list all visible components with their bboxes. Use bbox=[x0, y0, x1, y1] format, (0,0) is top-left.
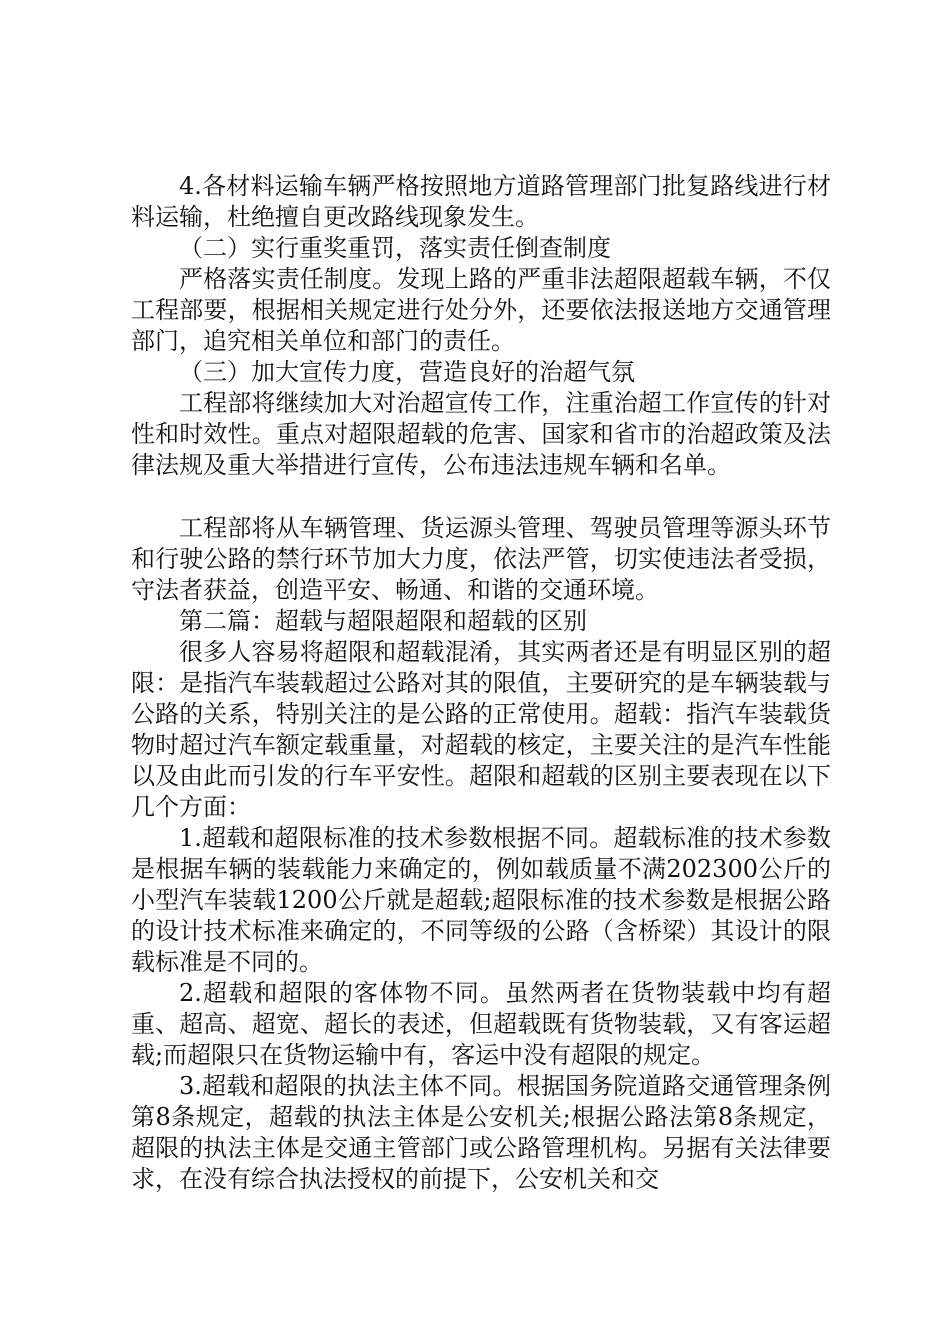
document-body bbox=[131, 171, 831, 1195]
paragraph-point-1: 1.超载和超限标准的技术参数根据不同。超载标准的技术参数是根据车辆的装载能力来确定的，例如载质量不满202300公斤的小型汽车装载1200公斤就是超载;超限标准的技术参数是根据公路的设计技术标准来确定的，不同等级的公路（含桥梁）其设计的限载标准是不同的。 bbox=[131, 824, 831, 976]
paragraph-summary: 工程部将从车辆管理、货运源头管理、驾驶员管理等源头环节和行驶公路的禁行环节加大力度，依法严管，切实使违法者受损，守法者获益，创造平安、畅通、和谐的交通环境。 bbox=[131, 514, 831, 604]
section-heading-2: （二）实行重奖重罚，落实责任倒查制度 bbox=[179, 234, 611, 262]
paragraph-item-4: 4.各材料运输车辆严格按照地方道路管理部门批复路线进行材料运输，杜绝擅自更改路线现象发生。 bbox=[131, 172, 831, 231]
paragraph-point-3: 3.超载和超限的执法主体不同。根据国务院道路交通管理条例第8条规定，超载的执法主体是公安机关;根据公路法第8条规定，超限的执法主体是交通主管部门或公路管理机构。另据有关法律要求，在没有综合执法授权的前提下，公安机关和交 bbox=[131, 1072, 831, 1193]
paragraph-gap bbox=[131, 481, 831, 513]
chapter-title: 第二篇：超载与超限超限和超载的区别 bbox=[179, 607, 587, 635]
paragraph-definitions: 很多人容易将超限和超载混淆，其实两者还是有明显区别的超限：是指汽车装载超过公路对其的限值，主要研究的是车辆装载与公路的关系，特别关注的是公路的正常使用。超载：指汽车装载货物时超过汽车额定载重量，对超载的核定，主要关注的是汽车性能以及由此而引发的行车平安性。超限和超载的区别主要表现在以下几个方面： bbox=[131, 638, 831, 821]
paragraph-responsibility: 严格落实责任制度。发现上路的严重非法超限超载车辆，不仅工程部要，根据相关规定进行处分外，还要依法报送地方交通管理部门，追究相关单位和部门的责任。 bbox=[131, 265, 831, 355]
paragraph-point-2: 2.超载和超限的客体物不同。虽然两者在货物装载中均有超重、超高、超宽、超长的表述，但超载既有货物装载，又有客运超载;而超限只在货物运输中有，客运中没有超限的规定。 bbox=[131, 979, 831, 1069]
paragraph-publicity: 工程部将继续加大对治超宣传工作，注重治超工作宣传的针对性和时效性。重点对超限超载的危害、国家和省市的治超政策及法律法规及重大举措进行宣传，公布违法违规车辆和名单。 bbox=[131, 389, 831, 479]
section-heading-3: （三）加大宣传力度，营造良好的治超气氛 bbox=[179, 358, 635, 386]
